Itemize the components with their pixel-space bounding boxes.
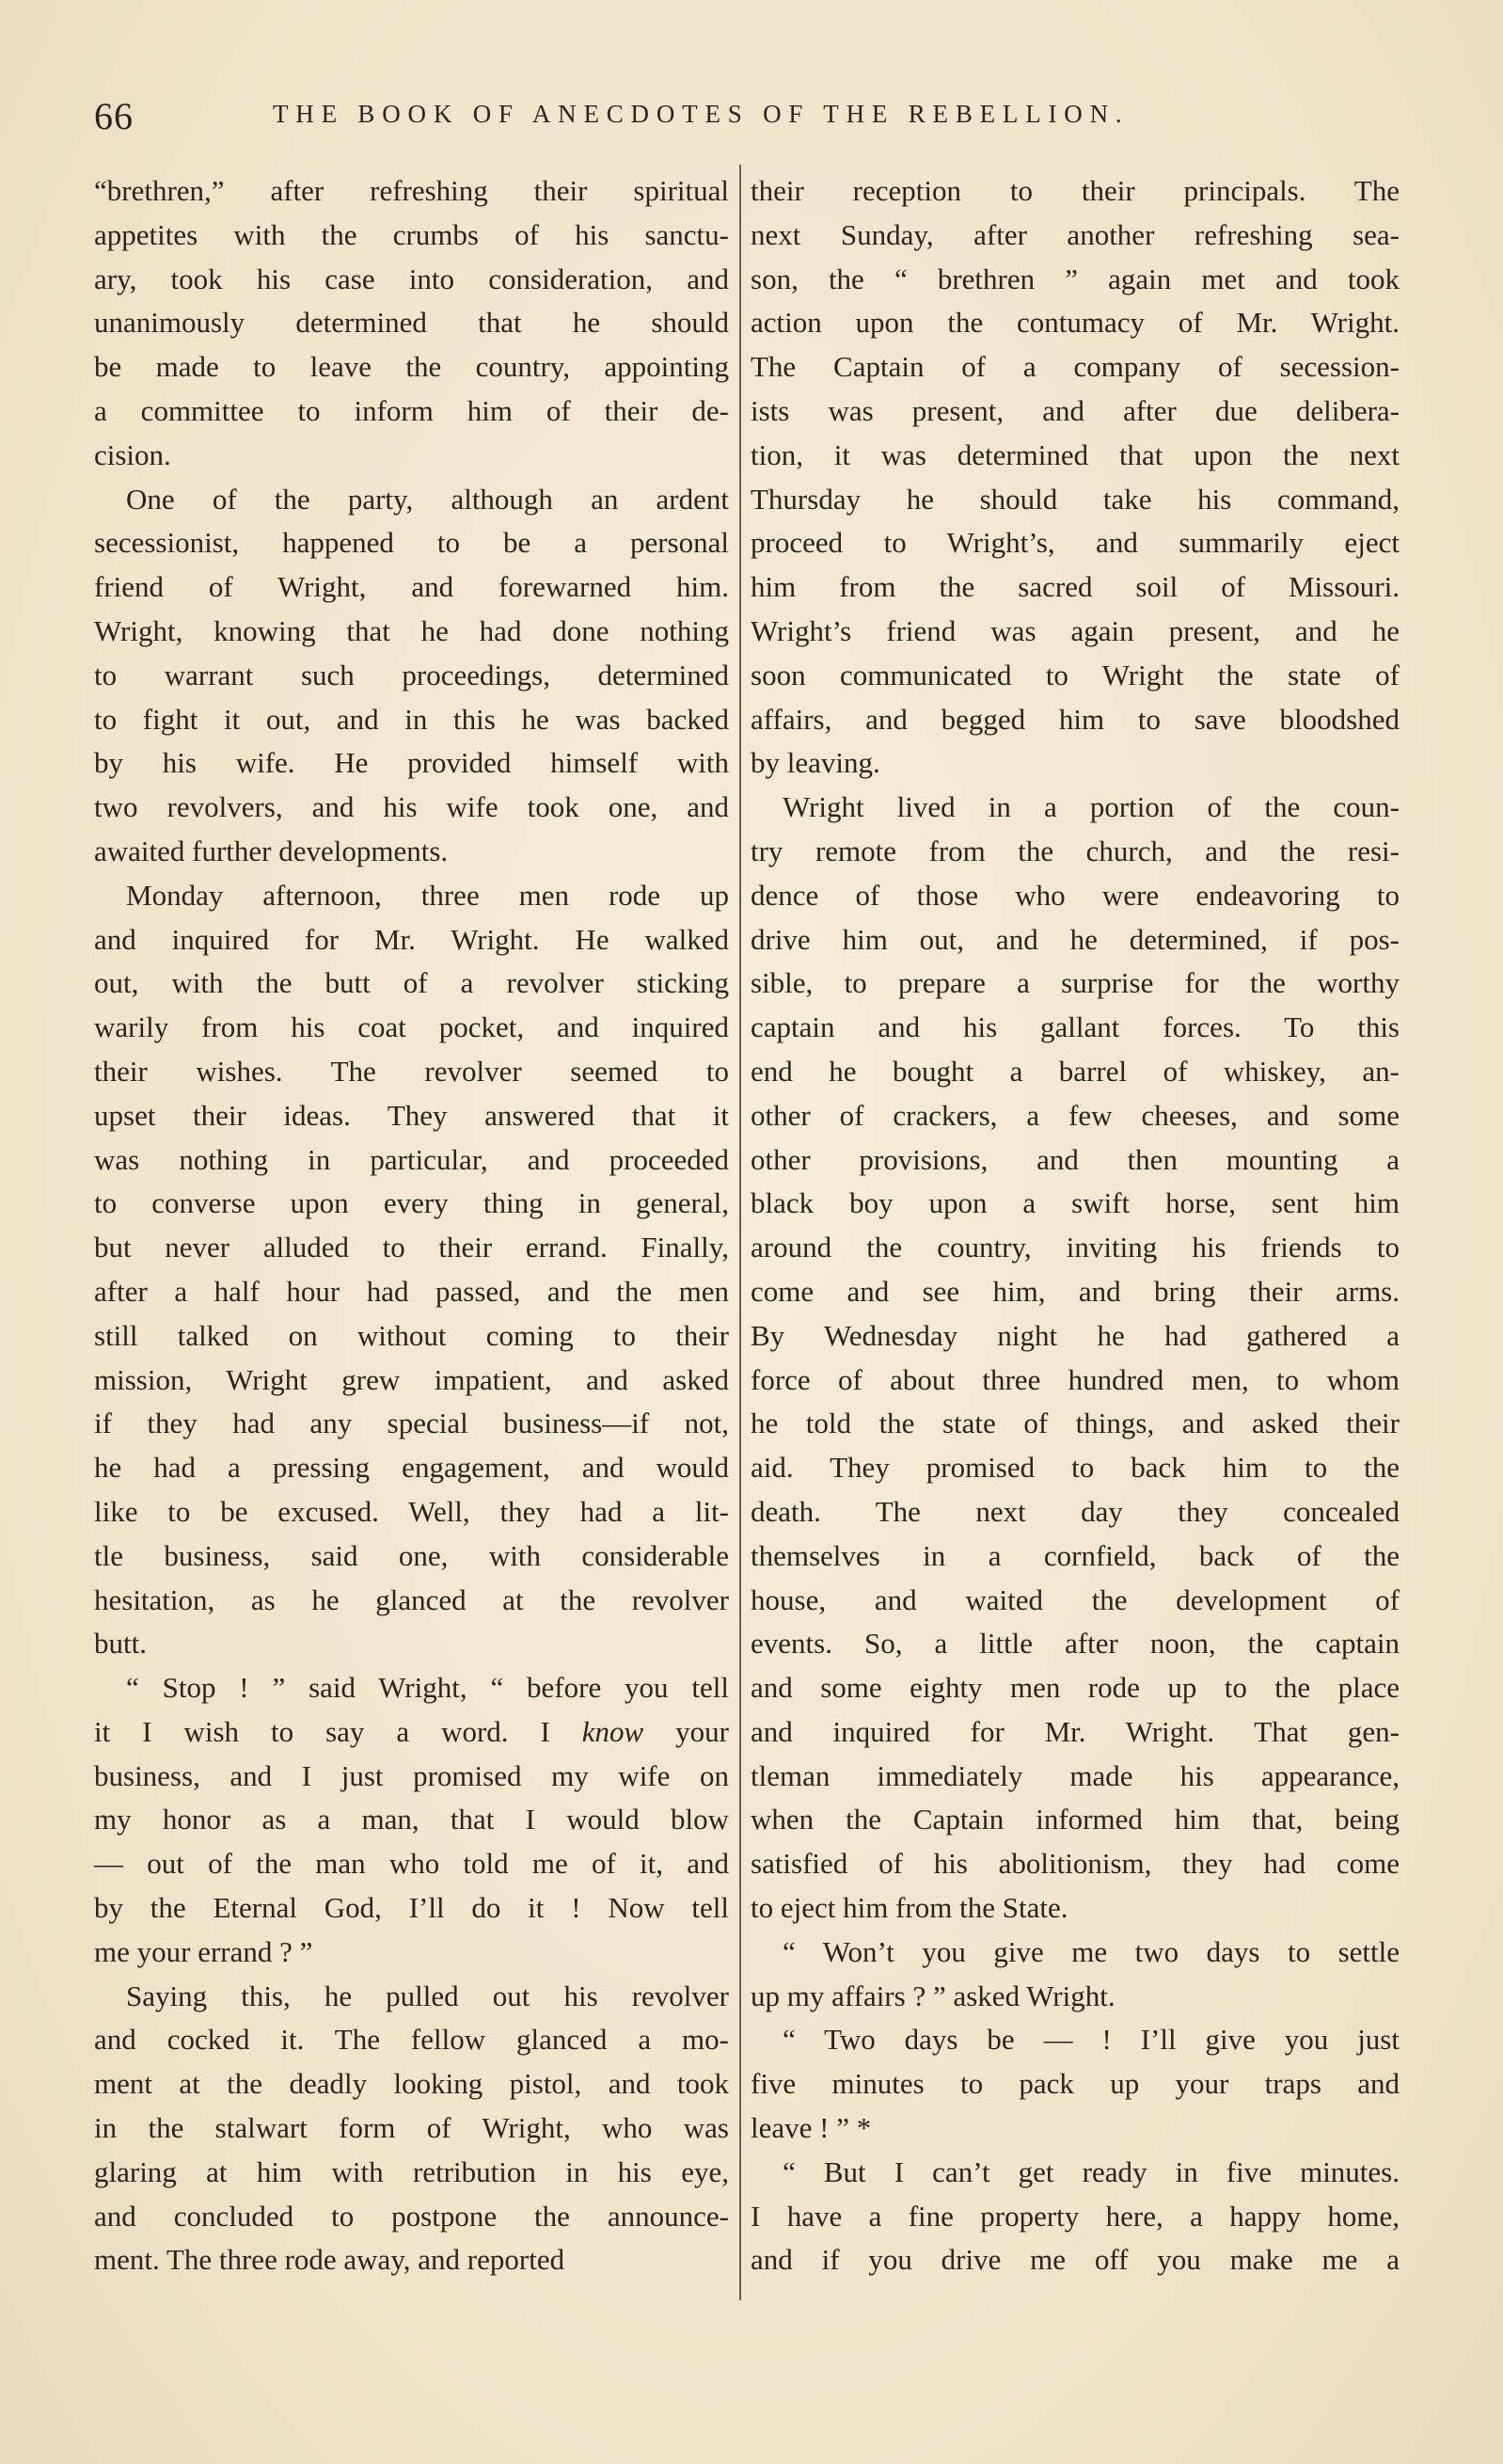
text-line: captain and his gallant forces. To this: [751, 1010, 1400, 1044]
text-line: “brethren,” after refreshing their spiritual: [94, 174, 729, 207]
text-line: end he bought a barrel of whiskey, an-: [751, 1054, 1400, 1088]
text-line: The Captain of a company of secession-: [751, 350, 1400, 384]
text-line: was nothing in particular, and proceeded: [94, 1142, 729, 1176]
text-line: he told the state of things, and asked their: [751, 1407, 1400, 1440]
text-line: death. The next day they concealed: [751, 1494, 1400, 1528]
text-line: Thursday he should take his command,: [751, 482, 1400, 516]
text-line: glaring at him with retribution in his eye,: [94, 2154, 729, 2188]
text-line: Monday afternoon, three men rode up: [126, 878, 729, 912]
text-line: it I wish to say a word. I know your: [94, 1714, 730, 1748]
text-line: dence of those who were endeavoring to: [751, 878, 1400, 912]
text-line: by leaving.: [751, 746, 880, 780]
text-line: sible, to prepare a surprise for the worthy: [751, 966, 1400, 1000]
text-line: to warrant such proceedings, determined: [94, 658, 729, 692]
text-line: unanimously determined that he should: [94, 306, 729, 340]
text-line: and concluded to postpone the announce-: [94, 2199, 729, 2233]
text-line: themselves in a cornfield, back of the: [751, 1538, 1400, 1572]
text-line: next Sunday, after another refreshing sea-: [751, 217, 1400, 251]
text-line: One of the party, although an ardent: [126, 482, 729, 516]
text-line: “ Stop ! ” said Wright, “ before you tell: [126, 1671, 729, 1705]
text-line: me your errand ? ”: [94, 1934, 313, 1968]
text-line: events. So, a little after noon, the captain: [751, 1627, 1400, 1661]
text-line: tion, it was determined that upon the next: [751, 437, 1400, 471]
text-line: two revolvers, and his wife took one, and: [94, 790, 729, 824]
text-line: appetites with the crumbs of his sanctu-: [94, 217, 729, 251]
text-line: come and see him, and bring their arms.: [751, 1274, 1400, 1308]
text-line: Wright, knowing that he had done nothing: [94, 613, 729, 647]
text-line: to converse upon every thing in general,: [94, 1186, 729, 1220]
text-line: black boy upon a swift horse, sent him: [751, 1186, 1400, 1220]
text-line: “ Two days be — ! I’ll give you just: [783, 2023, 1400, 2057]
text-line: secessionist, happened to be a personal: [94, 526, 729, 560]
text-line: butt.: [94, 1627, 147, 1661]
text-line: ment at the deadly looking pistol, and took: [94, 2067, 729, 2101]
right-text-column: [751, 169, 1400, 2305]
text-line: to fight it out, and in this he was backed: [94, 702, 729, 736]
text-line: but never alluded to their errand. Finally,: [94, 1231, 729, 1264]
text-line: hesitation, as he glanced at the revolver: [94, 1582, 729, 1616]
text-line: mission, Wright grew impatient, and asked: [94, 1362, 729, 1396]
text-line: like to be excused. Well, they had a lit-: [94, 1494, 729, 1528]
text-line: friend of Wright, and forewarned him.: [94, 570, 729, 604]
text-line: to eject him from the State.: [751, 1891, 1068, 1925]
text-line: house, and waited the development of: [751, 1582, 1400, 1616]
text-line: business, and I just promised my wife on: [94, 1758, 729, 1792]
text-line: around the country, inviting his friends to: [751, 1231, 1400, 1264]
text-line: try remote from the church, and the resi-: [751, 834, 1400, 867]
text-line: cision.: [94, 437, 171, 471]
text-line: force of about three hundred men, to whom: [751, 1362, 1400, 1396]
text-line: my honor as a man, that I would blow: [94, 1803, 729, 1836]
text-line: by his wife. He provided himself with: [94, 746, 729, 780]
text-line: after a half hour had passed, and the men: [94, 1274, 729, 1308]
text-line: awaited further developments.: [94, 834, 449, 867]
text-line: By Wednesday night he had gathered a: [751, 1318, 1400, 1352]
text-line: warily from his coat pocket, and inquired: [94, 1010, 729, 1044]
text-line: five minutes to pack up your traps and: [751, 2067, 1400, 2101]
left-text-column: [94, 169, 729, 2305]
text-line: soon communicated to Wright the state of: [751, 658, 1400, 692]
text-line: and inquired for Mr. Wright. He walked: [94, 922, 729, 956]
text-line: upset their ideas. They answered that it: [94, 1098, 729, 1132]
text-line: and if you drive me off you make me a: [751, 2243, 1400, 2277]
text-line: drive him out, and he determined, if pos-: [751, 922, 1400, 956]
text-line: when the Captain informed him that, being: [751, 1803, 1400, 1836]
running-title: THE BOOK OF ANECDOTES OF THE REBELLION.: [273, 100, 1130, 128]
text-line: ment. The three rode away, and reported: [94, 2243, 565, 2277]
text-line: son, the “ brethren ” again met and took: [751, 262, 1400, 295]
text-line: “ Won’t you give me two days to settle: [783, 1934, 1400, 1968]
text-line: ists was present, and after due delibera-: [751, 393, 1400, 427]
text-line: other provisions, and then mounting a: [751, 1142, 1400, 1176]
text-line: affairs, and begged him to save bloodshed: [751, 702, 1400, 736]
text-line: still talked on without coming to their: [94, 1318, 729, 1352]
text-line: and some eighty men rode up to the place: [751, 1671, 1400, 1705]
text-line: proceed to Wright’s, and summarily eject: [751, 526, 1400, 560]
column-divider: [739, 165, 741, 2300]
text-line: their wishes. The revolver seemed to: [94, 1054, 729, 1088]
text-line: Saying this, he pulled out his revolver: [126, 1979, 729, 2012]
text-line: and inquired for Mr. Wright. That gen-: [751, 1714, 1400, 1748]
text-line: a committee to inform him of their de-: [94, 393, 729, 427]
text-line: if they had any special business—if not,: [94, 1407, 729, 1440]
text-line: action upon the contumacy of Mr. Wright.: [751, 306, 1400, 340]
text-line: their reception to their principals. The: [751, 174, 1400, 207]
text-line: up my affairs ? ” asked Wright.: [751, 1979, 1115, 2012]
text-line: “ But I can’t get ready in five minutes.: [783, 2154, 1400, 2188]
text-line: — out of the man who told me of it, and: [94, 1847, 729, 1881]
text-line: aid. They promised to back him to the: [751, 1451, 1400, 1485]
page-header: [94, 94, 1223, 151]
text-line: satisfied of his abolitionism, they had come: [751, 1847, 1400, 1881]
text-line: leave ! ” *: [751, 2111, 872, 2145]
text-line: and cocked it. The fellow glanced a mo-: [94, 2023, 729, 2057]
text-line: out, with the butt of a revolver sticking: [94, 966, 729, 1000]
text-line: ary, took his case into consideration, and: [94, 262, 729, 295]
text-line: be made to leave the country, appointing: [94, 350, 729, 384]
text-line: he had a pressing engagement, and would: [94, 1451, 729, 1485]
text-line: Wright lived in a portion of the coun-: [783, 790, 1400, 824]
text-line: Wright’s friend was again present, and he: [751, 613, 1400, 647]
text-line: tle business, said one, with considerable: [94, 1538, 729, 1572]
text-line: in the stalwart form of Wright, who was: [94, 2111, 729, 2145]
text-line: other of crackers, a few cheeses, and some: [751, 1098, 1400, 1132]
text-line: tleman immediately made his appearance,: [751, 1758, 1400, 1792]
page-number: 66: [94, 95, 134, 137]
text-line: by the Eternal God, I’ll do it ! Now tell: [94, 1891, 729, 1925]
text-line: him from the sacred soil of Missouri.: [751, 570, 1400, 604]
text-line: I have a fine property here, a happy home,: [751, 2199, 1400, 2233]
